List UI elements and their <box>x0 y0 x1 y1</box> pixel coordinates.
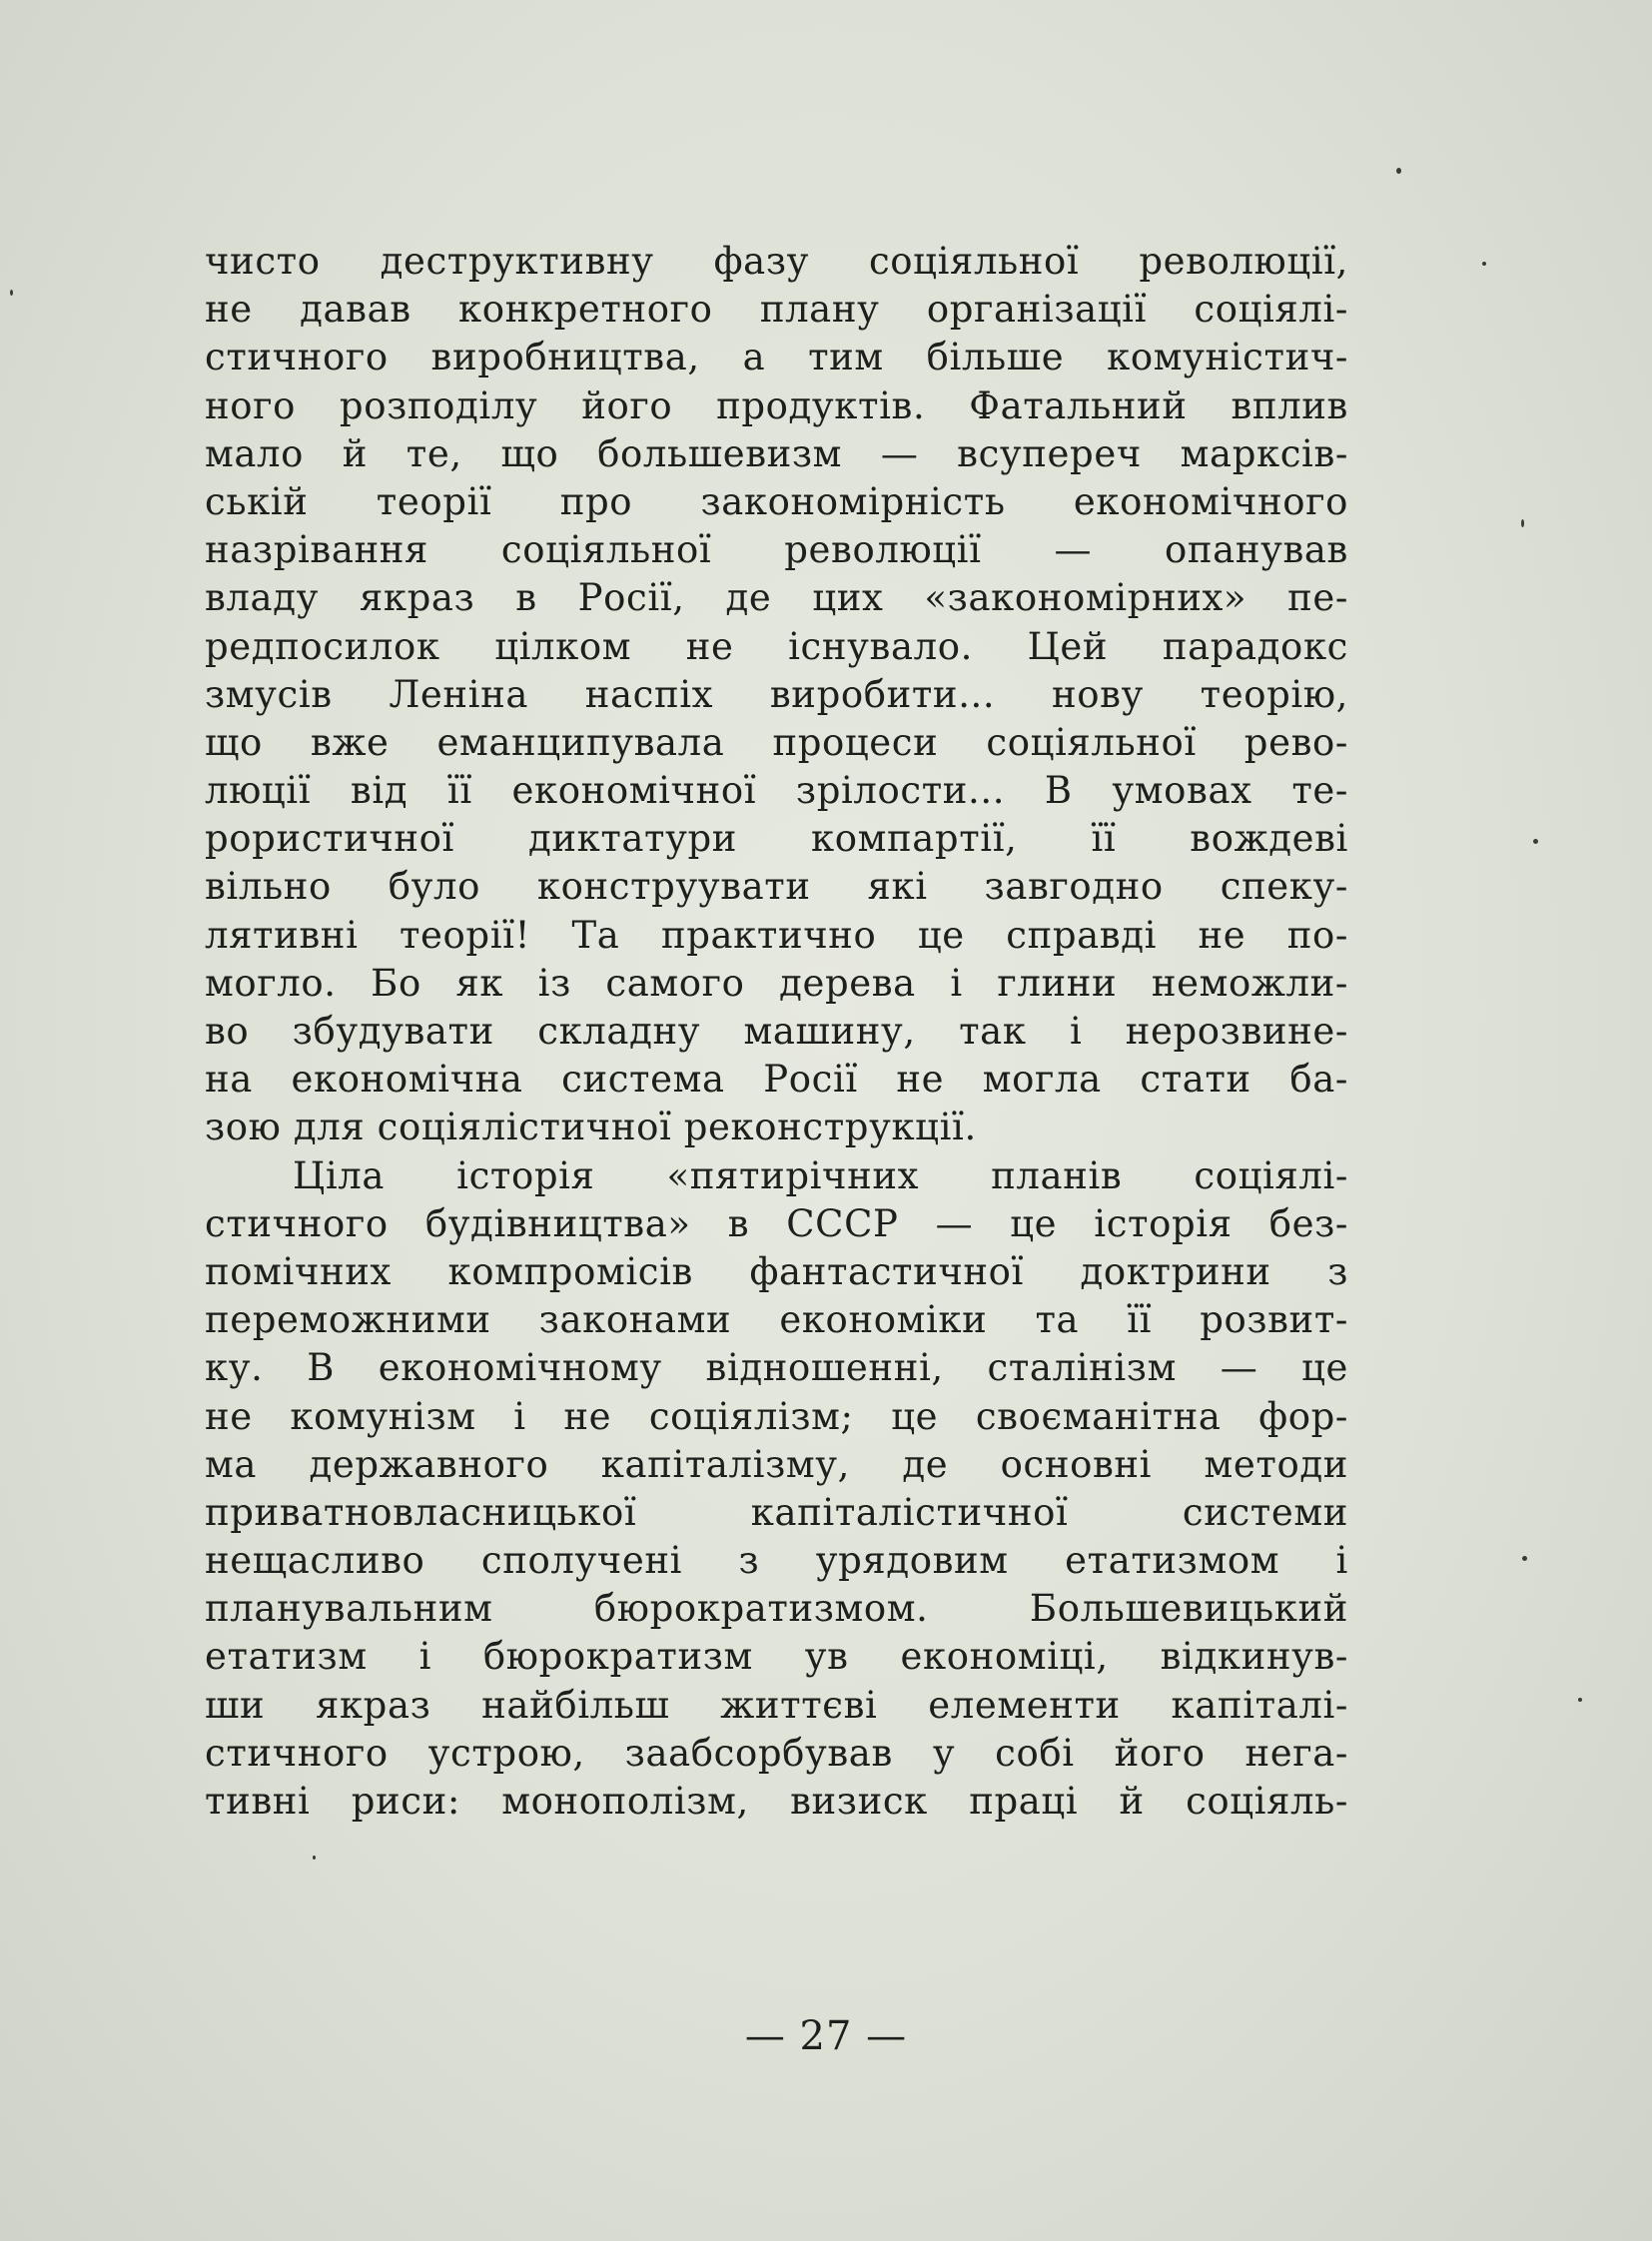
text-line: рористичної диктатури компартії, її вождеві <box>205 817 1348 861</box>
text-line: ма державного капіталізму, де основні методи <box>205 1442 1348 1486</box>
text-line: стичного будівництва» в СССР — це історія без- <box>205 1201 1348 1245</box>
page-number: — 27 — <box>744 2013 908 2059</box>
text-line: стичного виробництва, а тим більше комуністич- <box>205 336 1348 379</box>
text-line: во збудувати складну машину, так і нерозвине- <box>205 1010 1348 1053</box>
text-line: люції від її економічної зрілости... В умовах те- <box>205 769 1348 813</box>
text-line: могло. Бо як із самого дерева і глини неможли- <box>205 961 1348 1005</box>
text-line: планувальним бюрократизмом. Большевицький <box>205 1587 1348 1631</box>
text-line: ку. В економічному відношенні, сталінізм — це <box>205 1346 1348 1390</box>
text-line: Ціла історія «пятирічних планів соціялі- <box>293 1153 1348 1197</box>
text-line: вільно було конструувати які завгодно спеку- <box>205 865 1348 909</box>
body-text <box>205 238 1348 1826</box>
paper-speck <box>1396 168 1401 174</box>
text-line: ного розподілу його продуктів. Фатальний вплив <box>205 383 1348 427</box>
text-line: що вже еманципувала процеси соціяльної рево- <box>205 720 1348 764</box>
text-line: зою для соціялістичної реконструкції. <box>205 1106 977 1149</box>
text-line: етатизм і бюрократизм ув економіці, відкинув- <box>205 1635 1348 1679</box>
text-line: владу якраз в Росії, де цих «закономірних» пе- <box>205 576 1348 620</box>
text-line: ши якраз найбільш життєві елементи капіталі- <box>205 1683 1348 1727</box>
paper-speck <box>10 290 13 296</box>
paper-speck <box>1533 839 1538 844</box>
paper-speck <box>313 1856 316 1860</box>
text-line: нещасливо сполучені з урядовим етатизмом і <box>205 1539 1348 1583</box>
text-line: тивні риси: монополізм, визиск праці й соціяль- <box>205 1780 1348 1823</box>
paper-speck <box>1521 519 1524 527</box>
text-line: чисто деструктивну фазу соціяльної революції, <box>205 240 1348 283</box>
paper-speck <box>1522 1556 1527 1561</box>
text-line: не давав конкретного плану організації соціялі- <box>205 288 1348 332</box>
paper-speck <box>1578 1698 1582 1702</box>
text-line: переможними законами економіки та її розвит- <box>205 1298 1348 1342</box>
text-line: назрівання соціяльної революції — опанував <box>205 528 1348 572</box>
text-line: на економічна система Росії не могла стати ба- <box>205 1058 1348 1102</box>
text-line: ській теорії про закономірність економічного <box>205 479 1348 523</box>
text-line: мало й те, що большевизм — всупереч марксів- <box>205 431 1348 475</box>
text-line: стичного устрою, заабсорбував у собі його нега- <box>205 1731 1348 1775</box>
paper-speck <box>1482 262 1486 266</box>
text-line: редпосилок цілком не існувало. Цей парадокс <box>205 624 1348 668</box>
text-line: лятивні теорії! Та практично це справді не по- <box>205 913 1348 957</box>
text-line: приватновласницької капіталістичної системи <box>205 1490 1348 1534</box>
text-line: змусів Леніна наспіх виробити... нову теорію, <box>205 672 1348 716</box>
text-line: помічних компромісів фантастичної доктрини з <box>205 1249 1348 1293</box>
text-line: не комунізм і не соціялізм; це своєманітна фор- <box>205 1394 1348 1438</box>
